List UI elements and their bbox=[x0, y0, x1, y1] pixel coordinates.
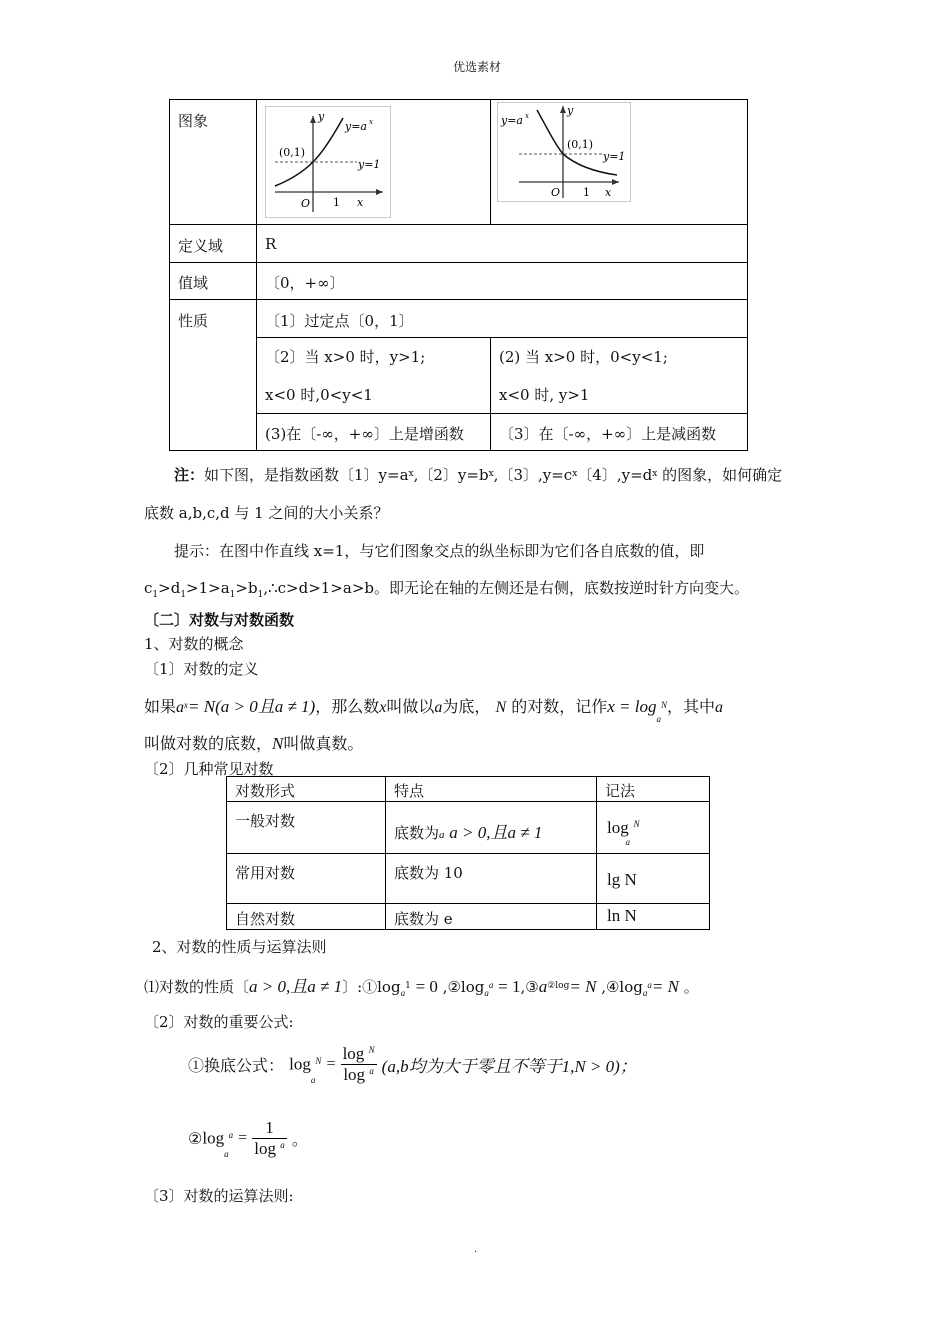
graph2-line: y=1 bbox=[603, 150, 626, 163]
table-row-notation: log $^N_a$ bbox=[597, 802, 710, 854]
hint-line-1: 提示：在图中作直线 x=1，与它们图象交点的纵坐标即为它们各自底数的值，即 bbox=[174, 542, 705, 560]
table-row-name: 自然对数 bbox=[227, 904, 386, 930]
sub-title-1-2: 〔2〕几种常见对数 bbox=[144, 760, 274, 778]
graph2-x: x bbox=[605, 186, 612, 199]
graph1-line: y=1 bbox=[358, 158, 381, 171]
graph2-eq-sup: x bbox=[525, 112, 529, 120]
section-title-properties: 2、对数的性质与运算法则 bbox=[152, 938, 327, 956]
graph1-y-label: y bbox=[318, 110, 325, 123]
prop-2-left: 〔2〕当 x>0 时，y>1; x<0 时,0<y<1 bbox=[257, 338, 491, 414]
graph2-point: (0,1) bbox=[567, 138, 594, 151]
graph1-eq: y=a bbox=[345, 120, 367, 133]
section-title-log: 〔二〕对数与对数函数 bbox=[144, 611, 295, 629]
log-types-table bbox=[226, 776, 710, 930]
row-label-image: 图象 bbox=[170, 100, 257, 225]
graph-increasing-cell bbox=[257, 100, 491, 225]
graph2-y-label: y bbox=[567, 104, 574, 117]
prop-2-right: (2) 当 x>0 时，0<y<1; x<0 时, y>1 bbox=[491, 338, 748, 414]
log-table-header-feature: 特点 bbox=[386, 777, 597, 802]
note-line-2: 底数 a,b,c,d 与 1 之间的大小关系？ bbox=[144, 504, 389, 522]
domain-label: 定义域 bbox=[170, 225, 257, 263]
footer-dot: . bbox=[474, 1244, 478, 1255]
table-row-notation: lg N bbox=[597, 854, 710, 904]
table-row-notation: ln N bbox=[597, 904, 710, 930]
graph2-one: 1 bbox=[583, 186, 590, 199]
graph2-eq: y=a bbox=[501, 114, 523, 127]
log-table-header-form: 对数形式 bbox=[227, 777, 386, 802]
graph-decreasing bbox=[497, 102, 631, 202]
graph-decreasing-cell bbox=[491, 100, 748, 225]
graph1-origin: O bbox=[301, 197, 311, 210]
table-row-feature: 底数为 10 bbox=[386, 854, 597, 904]
change-of-base-formula: ①换底公式： $\log_a^N$ = $\frac{\log ^N}{\log ^a}$ (a,b均为大于零且不等于1,N > 0)； bbox=[188, 1044, 637, 1085]
definition-line-1: 如果$a^x= N(a > 0$且a ≠ 1)，那么数x叫做以a为底， N 的对数，记作$x = \log_a^N$，其中a bbox=[144, 697, 724, 724]
graph1-one: 1 bbox=[333, 196, 340, 209]
hint-line-2: $c_1>d_1>1>a_1>b_1,\therefore c>d>1>a>b$。即无论在轴的左侧还是右侧，底数按逆时针方向变大。 bbox=[144, 579, 749, 600]
sub-title-1: 1、对数的概念 bbox=[144, 635, 244, 653]
exp-function-table bbox=[169, 99, 748, 451]
formulas-title: 〔2〕对数的重要公式: bbox=[144, 1013, 294, 1031]
reciprocal-formula: $②\log_a^a$ = $\frac{1}{\log ^a}$ 。 bbox=[188, 1118, 308, 1159]
graph1-x: x bbox=[357, 196, 364, 209]
page-header: 优选素材 bbox=[453, 60, 502, 74]
prop-3-right: 〔3〕在〔-∞，+∞〕上是减函数 bbox=[491, 414, 748, 451]
definition-line-2: 叫做对数的底数，N叫做真数。 bbox=[144, 734, 364, 753]
graph1-eq-sup: x bbox=[369, 118, 373, 126]
log-table-header-notation: 记法 bbox=[597, 777, 710, 802]
domain-value: R bbox=[257, 225, 748, 263]
prop-1: 〔1〕过定点〔0，1〕 bbox=[257, 300, 748, 338]
graph2-origin: O bbox=[551, 186, 561, 199]
graph-increasing bbox=[265, 106, 391, 218]
table-row-feature: 底数为a a > 0,且a ≠ 1 bbox=[386, 802, 597, 854]
note-line-1: 注：如下图，是指数函数〔1〕$y=a^x$,〔2〕$y=b^x$,〔3〕$,y=c^x$〔4〕$,y=d^x$ 的图象，如何确定 bbox=[174, 466, 783, 484]
properties-line: ⑴对数的性质〔a > 0,且a ≠ 1〕$:①\log_a^1 = 0$ $,②\log_a^a$ = $1,③a^{②log}= N$ $,④\log_a^a= N$ 。 bbox=[144, 977, 699, 998]
sub-title-1-1: 〔1〕对数的定义 bbox=[144, 660, 259, 678]
table-row-feature: 底数为 e bbox=[386, 904, 597, 930]
table-row-name: 一般对数 bbox=[227, 802, 386, 854]
table-row-name: 常用对数 bbox=[227, 854, 386, 904]
operation-rules-title: 〔3〕对数的运算法则: bbox=[144, 1187, 294, 1205]
properties-label: 性质 bbox=[170, 300, 257, 451]
prop-3-left: (3)在〔-∞，+∞〕上是增函数 bbox=[257, 414, 491, 451]
range-label: 值域 bbox=[170, 263, 257, 300]
graph1-point: (0,1) bbox=[279, 146, 306, 159]
range-value: 〔0，+∞〕 bbox=[257, 263, 748, 300]
